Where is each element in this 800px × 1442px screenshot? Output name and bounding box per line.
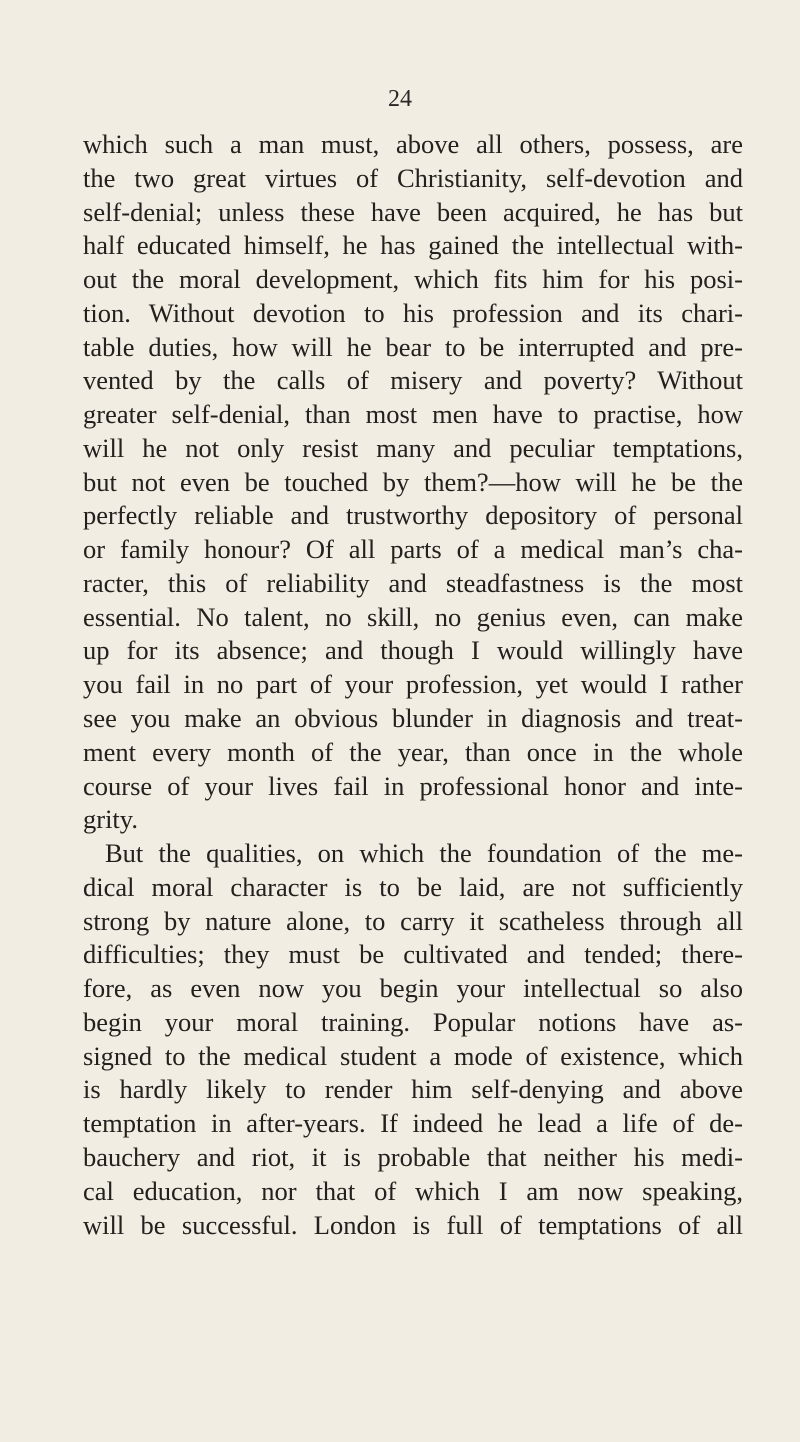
text-line: but not even be touched by them?—how will he be the <box>83 466 743 497</box>
text-line: out the moral development, which fits him for his posi- <box>83 264 743 295</box>
page-number: 24 <box>388 86 412 112</box>
text-line: perfectly reliable and trustworthy depository of personal <box>83 500 743 531</box>
text-line: fore, as even now you begin your intellectual so also <box>83 973 743 1004</box>
text-line: which such a man must, above all others, possess, are <box>83 129 743 159</box>
text-line: will he not only resist many and peculiar temptations, <box>83 432 743 463</box>
text-line: greater self-denial, than most men have to practise, how <box>83 399 743 430</box>
text-line: essential. No talent, no skill, no genius even, can make <box>83 601 743 632</box>
text-line: self-denial; unless these have been acquired, he has but <box>83 196 743 227</box>
text-line: grity. <box>83 804 138 835</box>
text-line: strong by nature alone, to carry it scatheless through all <box>83 905 743 936</box>
text-line: the two great virtues of Christianity, self-devotion and <box>83 162 743 193</box>
text-line: signed to the medical student a mode of existence, which <box>83 1040 743 1071</box>
text-line: will be successful. London is full of temptations of all <box>83 1209 743 1240</box>
text-line: see you make an obvious blunder in diagnosis and treat- <box>83 703 743 734</box>
text-line: table duties, how will he bear to be interrupted and pre- <box>83 331 743 362</box>
text-line: cal education, nor that of which I am now speaking, <box>83 1175 743 1206</box>
text-line: racter, this of reliability and steadfastness is the most <box>83 567 743 598</box>
text-line: temptation in after-years. If indeed he lead a life of de- <box>83 1108 743 1139</box>
text-line: up for its absence; and though I would willingly have <box>83 635 743 666</box>
text-line: dical moral character is to be laid, are not sufficiently <box>83 871 743 902</box>
text-line: is hardly likely to render him self-denying and above <box>83 1074 743 1105</box>
text-line: ment every month of the year, than once in the whole <box>83 736 743 767</box>
text-line: begin your moral training. Popular notions have as- <box>83 1006 743 1037</box>
body-text <box>83 128 743 1242</box>
text-line: half educated himself, he has gained the intellectual with- <box>83 230 743 261</box>
text-line: tion. Without devotion to his profession and its chari- <box>83 297 743 328</box>
text-line: you fail in no part of your profession, yet would I rather <box>83 669 743 700</box>
text-line: bauchery and riot, it is probable that neither his medi- <box>83 1141 743 1172</box>
paragraph-start-line: But the qualities, on which the foundation of the me- <box>105 838 743 869</box>
text-line: vented by the calls of misery and poverty? Without <box>83 365 743 396</box>
text-line: or family honour? Of all parts of a medical man’s cha- <box>83 534 743 565</box>
text-line: course of your lives fail in professional honor and inte- <box>83 770 743 801</box>
text-line: difficulties; they must be cultivated and tended; there- <box>83 939 743 970</box>
